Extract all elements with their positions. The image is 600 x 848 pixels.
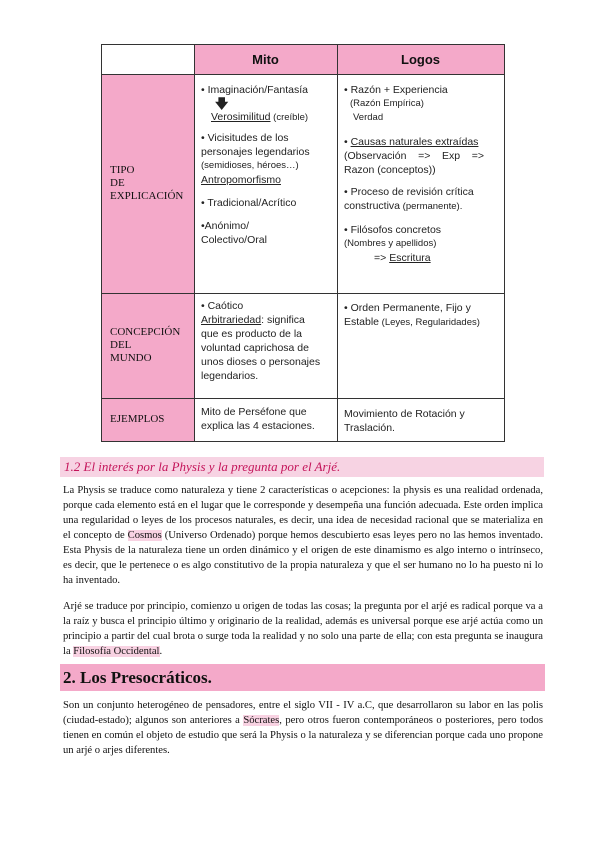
mito-item: : significa (261, 314, 305, 326)
mito-item: Colectivo/Oral (201, 234, 267, 246)
logos-item: (Razón Empírica) (350, 98, 424, 109)
logos-arrow: => (374, 252, 390, 264)
logos-item: Razon (conceptos)) (344, 164, 436, 176)
cell-mito-concepcion (201, 299, 335, 383)
row-label-line: CONCEPCIÓN (110, 326, 181, 338)
mito-item-underlined: Verosimilitud (211, 111, 271, 123)
row-label-line: EJEMPLOS (110, 413, 165, 425)
row-label-line: DE (110, 177, 125, 189)
header-logos: Logos (337, 45, 504, 74)
mito-item: personajes legendarios (201, 146, 310, 158)
mito-item: Mito de Perséfone que (201, 406, 307, 418)
logos-item: • Proceso de revisión crítica (344, 186, 474, 198)
mito-item: •Anónimo/ (201, 220, 250, 232)
row-label-tipo-explicacion (102, 74, 194, 293)
mito-item: • Imaginación/Fantasía (201, 84, 308, 96)
highlight-term: Filosofía Occidental (73, 646, 160, 657)
comparison-table (101, 44, 505, 442)
mito-item: unos dioses o personajes (201, 356, 321, 368)
logos-item: • Filósofos concretos (344, 224, 442, 236)
row-label-concepcion-mundo (102, 293, 194, 398)
header-empty-corner (102, 45, 194, 74)
paragraph-text: Arjé se traduce por principio, comienzo u origen de todas las cosas; la pregunta por el arjé es radical porque va a la raíz y busca el principio último y originario de la realidad, además es universal porque ese arjé actúa como un principio a partir del cual brota o surge toda la realidad y no solo una parte de ella; con esta pregunta se inaugura la (63, 601, 543, 657)
section-heading-1-2: 1.2 El interés por la Physis y la pregunta por el Arjé. (60, 457, 544, 477)
paragraph-text: . (159, 646, 163, 657)
mito-item: legendarios. (201, 370, 259, 382)
table-divider (194, 45, 195, 441)
highlight-term: Cosmos (127, 530, 162, 541)
mito-item: • Caótico (201, 300, 244, 312)
table-divider (102, 74, 504, 75)
mito-item: voluntad caprichosa de (201, 342, 309, 354)
logos-item: (Observación => Exp => (344, 150, 485, 162)
cell-logos-ejemplo (344, 407, 502, 435)
mito-item: que es producto de la (201, 328, 302, 340)
cell-mito-ejemplo (201, 405, 335, 433)
paragraph-text: La Physis se traduce como naturaleza y tiene 2 características o acepciones: la physis es una realidad ordenada, porque cada elemento está en el lugar que le corresponde y desempeña una función adecuada. Este orden implica una regularidad o leyes de los procesos naturales, es decir, una idea de necesidad racional que se materializa en el concepto de (63, 485, 543, 541)
logos-item-underlined: Escritura (389, 252, 431, 264)
logos-item: • Orden Permanente, Fijo y (344, 302, 471, 314)
paragraph-physis (63, 483, 543, 588)
cell-logos-tipo (344, 83, 502, 265)
highlight-term: Sócrates (243, 715, 280, 726)
logos-bullet: • (344, 136, 351, 148)
paragraph-text: Son un conjunto heterogéneo de pensadores, entre el siglo VII - IV a.C, que desarrollaron su labor en las polis (ciudad-estado); algunos son anteriores a (63, 700, 543, 726)
header-mito: Mito (194, 45, 337, 74)
mito-item: • Tradicional/Acrítico (201, 197, 297, 209)
table-divider (102, 293, 504, 294)
paragraph-presocraticos (63, 698, 543, 758)
logos-item: Movimiento de Rotación y (344, 408, 465, 420)
mito-item: explica las 4 estaciones. (201, 420, 315, 432)
mito-item: • Vicisitudes de los (201, 132, 289, 144)
paragraph-arje (63, 599, 543, 659)
section-heading-2: 2. Los Presocráticos. (60, 664, 545, 691)
row-label-line: EXPLICACIÓN (110, 190, 184, 202)
logos-item: (Nombres y apellidos) (344, 238, 437, 249)
logos-item-note: (permanente). (400, 201, 463, 212)
row-label-ejemplos (102, 398, 194, 441)
logos-item: Estable (344, 316, 380, 328)
logos-item: • Razón + Experiencia (344, 84, 448, 96)
table-divider (102, 398, 504, 399)
table-divider (337, 45, 338, 441)
cell-logos-concepcion (344, 301, 502, 330)
paragraph-text: (Universo Ordenado) porque hemos descubierto esas leyes pero no las hemos inventado. Esta Physis de la naturaleza tiene un orden dinámico y el origen de este dinamismo es algo interno o intrínseco, es decir, que le pertenece o es algo constitutivo de la propia naturaleza y que el ser humano no lo ha puesto ni lo ha inventado. (63, 530, 543, 586)
logos-item: constructiva (344, 200, 401, 212)
mito-item-underlined: Arbitrariedad (201, 314, 262, 326)
logos-item: Verdad (353, 112, 384, 123)
logos-item: Traslación. (344, 422, 395, 434)
mito-item: (semidioses, héroes…) (201, 160, 299, 171)
mito-item-note: (creíble) (270, 112, 309, 123)
arrow-down-icon: 🡇 (215, 96, 229, 111)
row-label-line: TIPO (110, 164, 135, 176)
row-label-line: DEL (110, 339, 132, 351)
cell-mito-tipo (201, 83, 335, 247)
logos-item-underlined: Causas naturales extraídas (350, 136, 479, 148)
logos-item-note: (Leyes, Regularidades) (379, 317, 480, 328)
row-label-line: MUNDO (110, 352, 152, 364)
mito-item-underlined: Antropomorfismo (201, 174, 281, 186)
paragraph-text: , pero otros fueron contemporáneos o posteriores, pero todos tienen en común el objeto de estudio que será la Physis o la naturaleza y se diferencian porque cada uno propone un arjé o arjes diferentes. (63, 715, 543, 756)
